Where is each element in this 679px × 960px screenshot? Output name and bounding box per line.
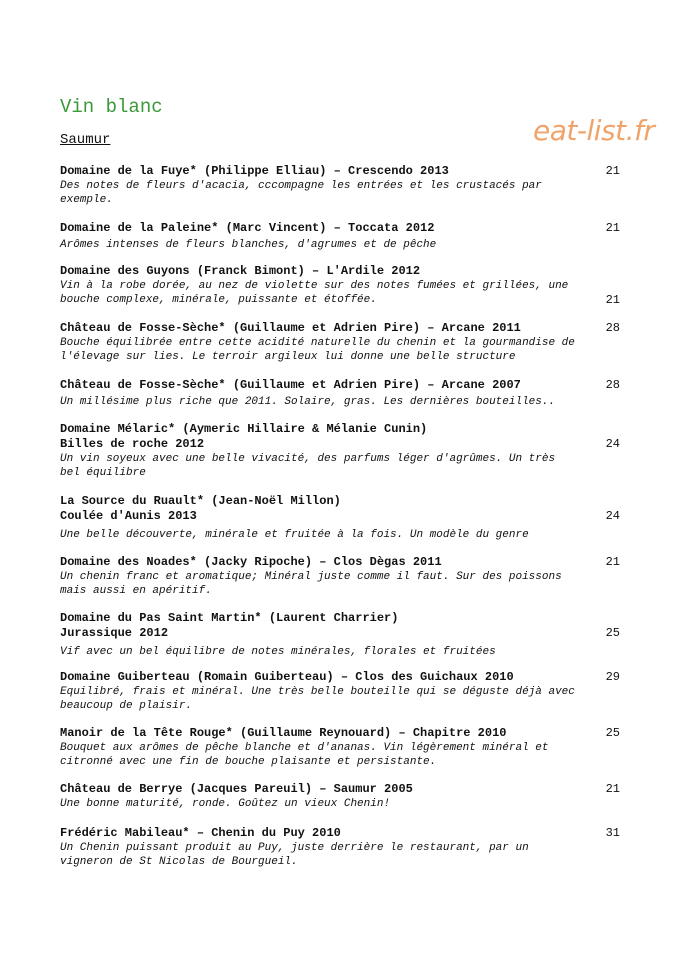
wine-entry (60, 670, 620, 713)
wine-cuvee: Billes de roche 2012 (60, 437, 205, 451)
wine-description: Bouquet aux arômes de pêche blanche et d'ananas. Vin légèrement minéral et citronné avec une fin de bouche plaisante et persistante. (60, 742, 549, 768)
wine-name: La Source du Ruault* (Jean-Noël Millon) (60, 494, 341, 508)
wine-entry (60, 321, 620, 364)
wine-name: Frédéric Mabileau* – Chenin du Puy 2010 (60, 826, 341, 840)
wine-entry (60, 164, 620, 207)
wine-price: 21 (605, 221, 620, 235)
wine-description: Une belle découverte, minérale et fruitée à la fois. Un modèle du genre (60, 529, 529, 541)
wine-price: 28 (605, 378, 620, 392)
wine-cuvee: Coulée d'Aunis 2013 (60, 509, 197, 523)
wine-description: Un Chenin puissant produit au Puy, juste derrière le restaurant, par un vigneron de St Nicolas de Bourgueil. (60, 842, 529, 868)
wine-name: Domaine de la Paleine* (Marc Vincent) – Toccata 2012 (60, 221, 435, 235)
wine-price: 25 (605, 726, 620, 740)
wine-name: Domaine des Guyons (Franck Bimont) – L'Ardile 2012 (60, 264, 421, 278)
wine-name: Château de Fosse-Sèche* (Guillaume et Adrien Pire) – Arcane 2007 (60, 378, 521, 392)
wine-entry (60, 422, 620, 480)
wine-price: 21 (605, 782, 620, 796)
wine-description: Vif avec un bel équilibre de notes minérales, florales et fruitées (60, 646, 496, 658)
wine-description: Bouche équilibrée entre cette acidité naturelle du chenin et la gourmandise de l'élevage sur lies. Le terroir argileux lui donne une belle structure (60, 337, 575, 363)
wine-entry (60, 782, 620, 811)
wine-entry (60, 611, 620, 659)
wine-price: 31 (605, 826, 620, 840)
wine-price: 21 (605, 555, 620, 569)
wine-price: 29 (605, 670, 620, 684)
wine-description: Un vin soyeux avec une belle vivacité, des parfums léger d'agrûmes. Un très bel équilibre (60, 453, 556, 479)
wine-entry (60, 264, 620, 307)
section-title: Vin blanc (60, 96, 163, 118)
wine-description: Une bonne maturité, ronde. Goûtez un vieux Chenin! (60, 798, 391, 810)
wine-entry (60, 378, 620, 409)
wine-entry (60, 826, 620, 869)
wine-description: Arômes intenses de fleurs blanches, d'agrumes et de pêche (60, 239, 437, 251)
watermark-logo: eat-list.fr (533, 114, 655, 147)
wine-description: Un millésime plus riche que 2011. Solaire, gras. Les dernières bouteilles.. (60, 396, 556, 408)
wine-name: Domaine Mélaric* (Aymeric Hillaire & Mélanie Cunin) (60, 422, 428, 436)
wine-price: 24 (605, 437, 620, 451)
wine-name: Domaine des Noades* (Jacky Ripoche) – Clos Dègas 2011 (60, 555, 442, 569)
wine-name: Domaine Guiberteau (Romain Guiberteau) – Clos des Guichaux 2010 (60, 670, 514, 684)
wine-price: 25 (605, 626, 620, 640)
wine-cuvee: Jurassique 2012 (60, 626, 169, 640)
wine-price: 24 (605, 509, 620, 523)
subsection-title: Saumur (60, 132, 111, 148)
wine-entry (60, 555, 620, 598)
wine-description: Un chenin franc et aromatique; Minéral juste comme il faut. Sur des poissons mais aussi en apéritif. (60, 571, 562, 597)
wine-name: Manoir de la Tête Rouge* (Guillaume Reynouard) – Chapitre 2010 (60, 726, 507, 740)
wine-description: Equilibré, frais et minéral. Une très belle bouteille qui se déguste déjà avec beaucoup de plaisir. (60, 686, 575, 712)
wine-name: Domaine du Pas Saint Martin* (Laurent Charrier) (60, 611, 399, 625)
wine-entry (60, 221, 620, 252)
wine-name: Domaine de la Fuye* (Philippe Elliau) – Crescendo 2013 (60, 164, 449, 178)
wine-entry (60, 494, 620, 542)
wine-entry (60, 726, 620, 769)
wine-price: 21 (605, 293, 620, 307)
wine-price: 21 (605, 164, 620, 178)
wine-name: Château de Fosse-Sèche* (Guillaume et Adrien Pire) – Arcane 2011 (60, 321, 521, 335)
wine-description: Vin à la robe dorée, au nez de violette sur des notes fumées et grillées, une bouche complexe, minérale, puissante et étoffée. (60, 280, 569, 306)
wine-description: Des notes de fleurs d'acacia, cccompagne les entrées et les crustacés par exemple. (60, 180, 542, 206)
wine-name: Château de Berrye (Jacques Pareuil) – Saumur 2005 (60, 782, 413, 796)
wine-price: 28 (605, 321, 620, 335)
